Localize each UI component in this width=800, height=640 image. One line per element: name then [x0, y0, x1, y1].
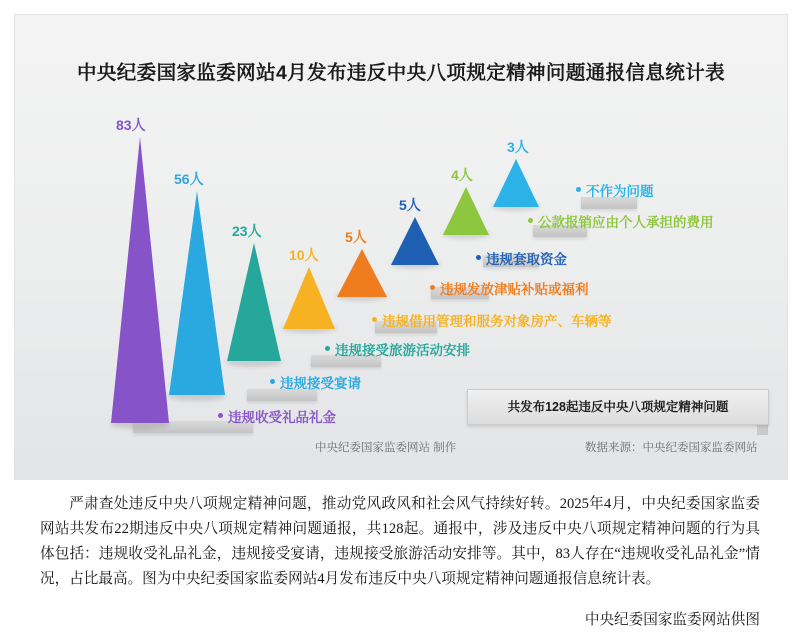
label-bullet-icon [372, 317, 377, 322]
label-bullet-icon [270, 379, 275, 384]
category-label-4: 违规借用管理和服务对象房产、车辆等 [382, 314, 612, 329]
label-bullet-icon [476, 255, 481, 260]
bar-3 [227, 243, 281, 361]
bar-value-4: 10人 [289, 247, 319, 263]
bar-6 [391, 217, 439, 265]
article-byline: 中央纪委国家监委网站供图 [584, 612, 760, 628]
bar-value-7: 4人 [451, 167, 473, 183]
label-bullet-icon [576, 187, 581, 192]
summary-ribbon [467, 389, 769, 425]
bar-value-1: 83人 [116, 117, 146, 133]
label-bullet-icon [430, 285, 435, 290]
source-credit: 数据来源：中央纪委国家监委网站 [585, 442, 758, 454]
category-label-2: 违规接受宴请 [280, 376, 361, 391]
bar-value-3: 23人 [232, 223, 262, 239]
bar-4 [283, 267, 335, 329]
bar-value-2: 56人 [174, 171, 204, 187]
chart-title: 中央纪委国家监委网站4月发布违反中央八项规定精神问题通报信息统计表 [76, 62, 726, 84]
article-paragraph: 严肃查处违反中央八项规定精神问题，推动党风政风和社会风气持续好转。2025年4月，中央纪委国家监委网站共发布22期违反中央八项规定精神问题通报，共128起。通报中，涉及违反中央八项规定精神问题的行为具体包括：违规收受礼品礼金，违规接受宴请，违规接受旅游活动安排等。其中，83人存在“违规收受礼品礼金”情况，占比最高。图为中央纪委国家监委网站4月发布违反中央八项规定精神问题通报信息统计表。 [40, 496, 760, 587]
bar-value-5: 5人 [345, 229, 367, 245]
article-body [40, 492, 760, 592]
bar-1 [111, 137, 169, 423]
bar-7 [443, 187, 489, 235]
bar-value-8: 3人 [507, 139, 529, 155]
maker-credit: 中央纪委国家监委网站 制作 [315, 442, 457, 454]
bar-5 [337, 249, 387, 297]
summary-ribbon-text: 共发布128起违反中央八项规定精神问题 [507, 400, 729, 414]
category-label-6: 违规套取资金 [486, 252, 567, 267]
label-bullet-icon [325, 346, 330, 351]
category-label-1: 违规收受礼品礼金 [228, 410, 336, 425]
chart-panel [14, 14, 788, 480]
bar-value-6: 5人 [399, 197, 421, 213]
bar-8 [493, 159, 539, 207]
category-label-5: 违规发放津贴补贴或福利 [440, 282, 589, 297]
category-label-8: 不作为问题 [586, 184, 654, 199]
label-bullet-icon [528, 218, 533, 223]
label-bullet-icon [218, 413, 223, 418]
category-label-7: 公款报销应由个人承担的费用 [538, 215, 714, 230]
bar-2 [169, 191, 225, 395]
category-label-3: 违规接受旅游活动安排 [335, 343, 470, 358]
